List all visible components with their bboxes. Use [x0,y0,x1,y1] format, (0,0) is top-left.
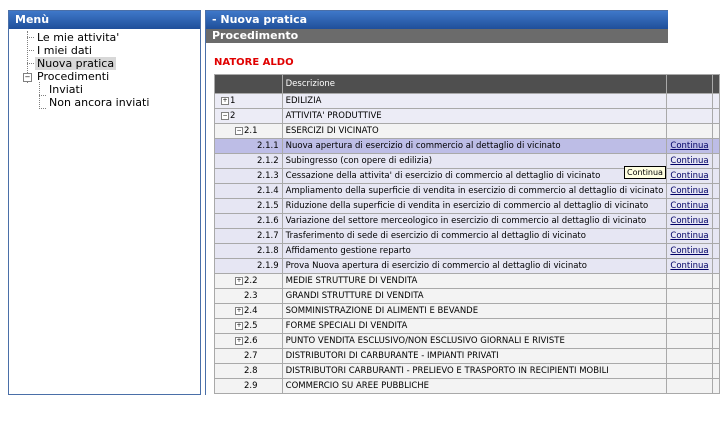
row-action [667,94,712,109]
header-cell-description: Descrizione [282,75,667,94]
row-code: 2.1.2 [215,154,283,169]
menu-item-label: Nuova pratica [37,57,115,70]
table-header-row [215,75,720,94]
row-action [667,304,712,319]
row-code: + 2.2 [215,274,283,289]
expand-icon[interactable]: + [236,276,242,284]
menu-item-miei-dati[interactable] [35,44,94,57]
row-action [667,244,712,259]
table-row [215,379,720,394]
expand-icon[interactable]: + [236,321,242,329]
tree-line [27,63,34,64]
row-description: SOMMINISTRAZIONE DI ALIMENTI E BEVANDE [282,304,667,319]
menu-item-nuova-pratica[interactable] [35,57,116,70]
row-description: COMMERCIO SU AREE PUBBLICHE [282,379,667,394]
row-action [667,124,712,139]
row-code: 2.1.4 [215,184,283,199]
row-code: 2.8 [215,364,283,379]
content-header: - Nuova pratica [206,11,668,29]
header-cell-extra [712,75,719,94]
row-code: + 2.5 [215,319,283,334]
row-description: GRANDI STRUTTURE DI VENDITA [282,289,667,304]
row-description: Ampliamento della superficie di vendita in esercizio di commercio al dettaglio di vicinato [282,184,667,199]
row-action [667,289,712,304]
continua-link[interactable]: Continua [670,156,709,166]
row-description: Prova Nuova apertura di esercizio di commercio al dettaglio di vicinato [282,259,667,274]
row-action [667,184,712,199]
menu-item-label: Le mie attivita' [37,31,120,44]
collapse-icon[interactable]: − [222,111,228,119]
row-code: 2.1.9 [215,259,283,274]
row-code: 2.1.3 [215,169,283,184]
tree-line [39,95,46,96]
table-row [215,199,720,214]
continua-link[interactable]: Continua [670,246,709,256]
table-row [215,349,720,364]
expand-icon[interactable]: + [236,336,242,344]
table-row [215,289,720,304]
row-code: 2.1.8 [215,244,283,259]
menu-panel [8,10,201,395]
row-code: 2.1.7 [215,229,283,244]
row-code: 2.9 [215,379,283,394]
row-action [667,319,712,334]
continua-link[interactable]: Continua [670,171,709,181]
row-code: 2.1.1 [215,139,283,154]
menu-item-attivita[interactable] [35,31,121,44]
row-description: DISTRIBUTORI DI CARBURANTE - IMPIANTI PRIVATI [282,349,667,364]
row-code: − 2 [215,109,283,124]
table-row [215,334,720,349]
row-code: 2.1.6 [215,214,283,229]
procedures-table [214,74,720,394]
menu-item-non-ancora-inviati[interactable] [47,96,151,109]
row-action [667,214,712,229]
row-description: Variazione del settore merceologico in esercizio di commercio al dettaglio di vicinato [282,214,667,229]
table-row [215,259,720,274]
tree-line [39,108,46,109]
header-cell-code [215,75,283,94]
table-row [215,124,720,139]
menu-item-label: Inviati [49,83,83,96]
menu-item-procedimenti[interactable] [35,70,111,83]
table-row [215,304,720,319]
row-description: Riduzione della superficie di vendita in esercizio di commercio al dettaglio di vicinato [282,199,667,214]
row-code: 2.7 [215,349,283,364]
row-action [667,199,712,214]
collapse-icon[interactable]: − [24,73,31,81]
expand-icon[interactable]: + [236,306,242,314]
table-row [215,94,720,109]
table-row [215,364,720,379]
section-title: Procedimento [206,29,668,43]
table-row [215,229,720,244]
table-row [215,184,720,199]
menu-item-label: I miei dati [37,44,92,57]
link-tooltip: Continua [624,166,666,179]
row-description: Subingresso (con opere di edilizia) [282,154,667,169]
content-panel [205,10,709,395]
menu-item-label: Procedimenti [37,70,110,83]
row-description: Affidamento gestione reparto [282,244,667,259]
collapse-icon[interactable]: − [236,126,242,134]
expand-icon[interactable]: + [222,96,228,104]
row-code: + 2.4 [215,304,283,319]
table-row [215,244,720,259]
owner-name: NATORE ALDO [214,57,294,68]
row-description: EDILIZIA [282,94,667,109]
continua-link[interactable]: Continua [670,231,709,241]
table-row [215,274,720,289]
row-action [667,274,712,289]
row-code: + 2.6 [215,334,283,349]
row-description: ESERCIZI DI VICINATO [282,124,667,139]
row-code: 2.1.5 [215,199,283,214]
row-description: FORME SPECIALI DI VENDITA [282,319,667,334]
tree-line [27,37,34,38]
row-action [667,379,712,394]
row-code: + 1 [215,94,283,109]
header-cell-action [667,75,712,94]
row-description: DISTRIBUTORI CARBURANTI - PRELIEVO E TRASPORTO IN RECIPIENTI MOBILI [282,364,667,379]
continua-link[interactable]: Continua [670,186,709,196]
row-action [667,349,712,364]
row-action [667,259,712,274]
table-row-selected[interactable] [215,139,720,154]
row-action [667,154,712,169]
row-description: PUNTO VENDITA ESCLUSIVO/NON ESCLUSIVO GIORNALI E RIVISTE [282,334,667,349]
menu-item-label: Non ancora inviati [49,96,150,109]
row-action [667,334,712,349]
menu-item-inviati[interactable] [47,83,85,96]
row-action [667,364,712,379]
row-code: 2.3 [215,289,283,304]
row-action [667,229,712,244]
row-description: MEDIE STRUTTURE DI VENDITA [282,274,667,289]
row-action [667,109,712,124]
row-description: Cessazione della attivita' di esercizio di commercio al dettaglio di vicinato [282,169,667,184]
continua-link[interactable]: Continua [670,141,709,151]
row-code: − 2.1 [215,124,283,139]
row-description: ATTIVITA' PRODUTTIVE [282,109,667,124]
continua-link[interactable]: Continua [670,261,709,271]
row-action [667,139,712,154]
continua-link[interactable]: Continua [670,216,709,226]
continua-link[interactable]: Continua [670,201,709,211]
row-description: Nuova apertura di esercizio di commercio al dettaglio di vicinato [282,139,667,154]
row-action [667,169,712,184]
tree-line [27,50,34,51]
row-description: Trasferimento di sede di esercizio di commercio al dettaglio di vicinato [282,229,667,244]
menu-header: Menù [9,11,200,29]
table-row [215,319,720,334]
table-row [215,214,720,229]
table-row [215,109,720,124]
